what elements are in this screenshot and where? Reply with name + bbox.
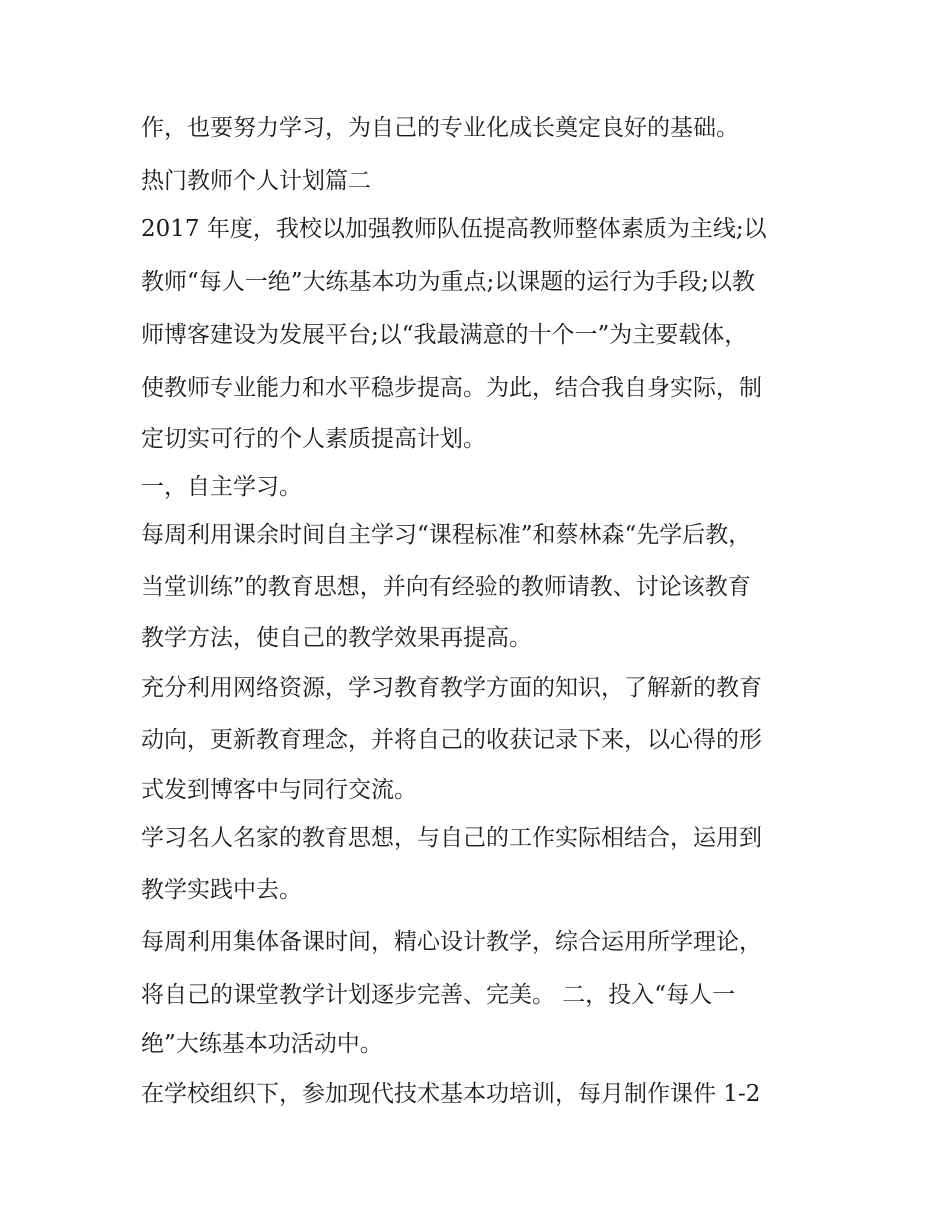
text-line: 作，也要努力学习，为自己的专业化成长奠定良好的基础。 (141, 115, 739, 141)
text-line: 每周利用集体备课时间，精心设计教学，综合运用所学理论， (141, 929, 762, 955)
text-line: 2017 年度，我校以加强教师队伍提高教师整体素质为主线;以 (141, 216, 767, 242)
text-line: 式发到博客中与同行交流。 (141, 777, 417, 803)
text-line: 师博客建设为发展平台;以“我最满意的十个一”为主要载体， (141, 322, 748, 348)
text-line: 在学校组织下，参加现代技术基本功培训，每月制作课件 1-2 (141, 1081, 761, 1107)
text-line: 动向，更新教育理念，并将自己的收获记录下来，以心得的形 (141, 727, 762, 753)
text-line: 使教师专业能力和水平稳步提高。为此，结合我自身实际，制 (141, 375, 762, 401)
text-line: 当堂训练”的教育思想，并向有经验的教师请教、讨论该教育 (141, 574, 751, 600)
text-line: 教师“每人一绝”大练基本功为重点;以课题的运行为手段;以教 (141, 269, 756, 295)
text-line: 每周利用课余时间自主学习“课程标准”和蔡林森“先学后教， (141, 522, 752, 548)
section-heading: 热门教师个人计划篇二 (141, 168, 371, 194)
text-line: 学习名人名家的教育思想，与自己的工作实际相结合，运用到 (141, 825, 762, 851)
text-line: 教学实践中去。 (141, 877, 302, 903)
text-line: 教学方法，使自己的教学效果再提高。 (141, 625, 532, 651)
text-line: 将自己的课堂教学计划逐步完善、完美。 二，投入“每人一 (141, 982, 736, 1008)
text-line: 充分利用网络资源，学习教育教学方面的知识，了解新的教育 (141, 675, 762, 701)
subsection-heading: 一，自主学习。 (141, 474, 302, 500)
text-line: 绝”大练基本功活动中。 (141, 1031, 383, 1057)
text-line: 定切实可行的个人素质提高计划。 (141, 426, 486, 452)
